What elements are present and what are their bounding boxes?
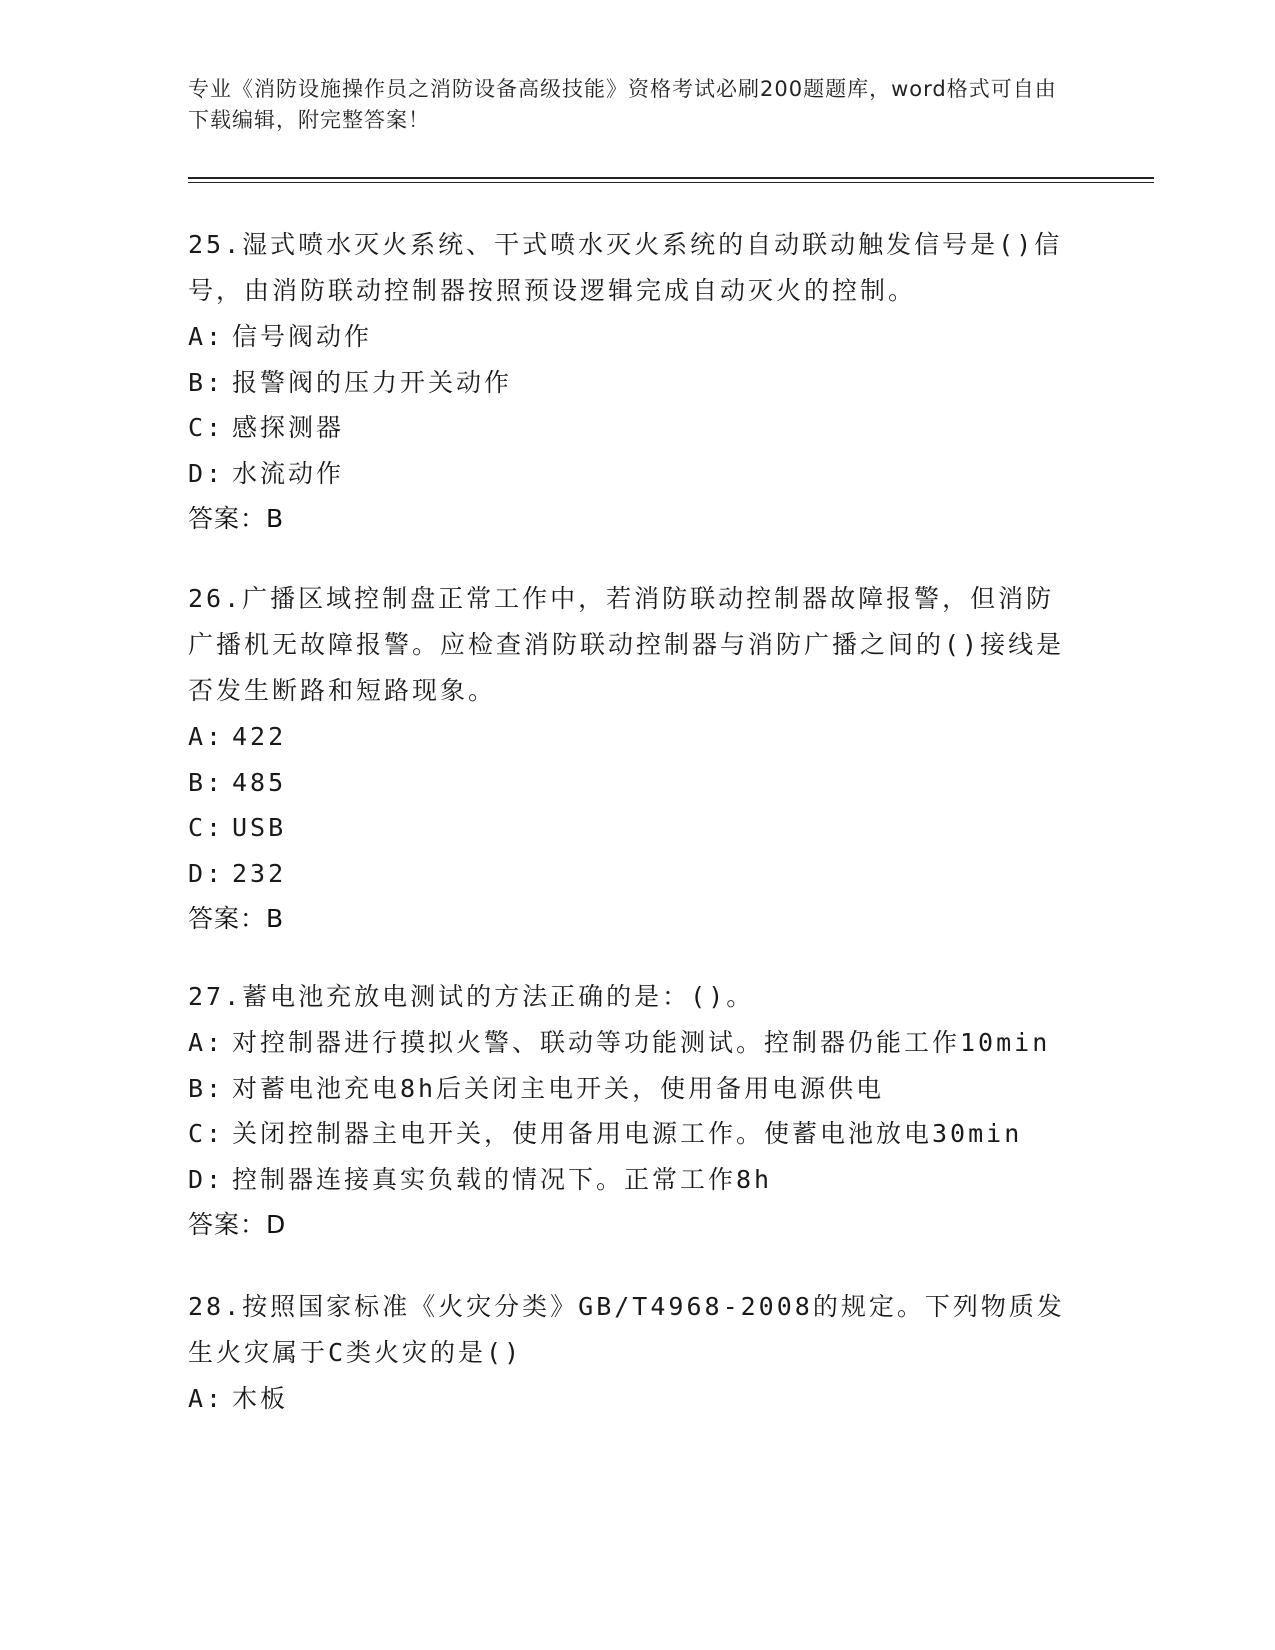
answer-prefix: 答案： [188,504,267,533]
option-text: 控制器连接真实负载的情况下。正常工作8h [232,1164,773,1194]
question-25 [188,222,1068,542]
option-text: 信号阀动作 [232,322,373,351]
answer-line [188,896,1068,942]
option-label: A: [188,1028,225,1057]
header-divider-thin [188,182,1154,183]
option-d [188,451,1068,497]
option-label: C: [188,1119,225,1148]
option-text: 感探测器 [232,413,345,442]
option-label: A: [188,1384,225,1413]
question-stem: 27.蓄电池充放电测试的方法正确的是：()。 [188,982,755,1011]
answer-line [188,1202,1068,1248]
option-label: C: [188,413,225,442]
option-c [188,405,1068,451]
answer-value: D [266,1210,287,1239]
question-28 [188,1284,1068,1422]
answer-value: B [266,904,285,933]
option-label: A: [188,322,225,351]
option-text: USB [232,813,287,842]
option-text: 对蓄电池充电8h后关闭主电开关，使用备用电源供电 [232,1073,885,1103]
option-c [188,805,1068,851]
option-b [188,1066,1068,1112]
option-label: D: [188,858,225,888]
option-b [188,760,1068,806]
option-label: B: [188,1073,225,1103]
option-text: 485 [232,767,287,797]
option-text: 水流动作 [232,458,345,488]
option-text: 422 [232,722,287,751]
option-text: 报警阀的压力开关动作 [232,367,513,397]
header-divider-thick [188,177,1154,179]
question-27 [188,974,1068,1248]
option-a [188,714,1068,760]
question-stem: 25.湿式喷水灭火系统、干式喷水灭火系统的自动联动触发信号是()信号，由消防联动控制器按照预设逻辑完成自动灭火的控制。 [188,230,1063,305]
option-a [188,1376,1068,1422]
option-label: D: [188,1164,225,1194]
option-text: 关闭控制器主电开关，使用备用电源工作。使蓄电池放电30min [232,1119,1023,1148]
option-text: 232 [232,858,287,888]
option-a [188,314,1068,360]
option-label: A: [188,722,225,751]
question-stem: 26.广播区域控制盘正常工作中，若消防联动控制器故障报警，但消防广播机无故障报警。应检查消防联动控制器与消防广播之间的()接线是否发生断路和短路现象。 [188,584,1065,705]
option-label: B: [188,767,225,797]
answer-line [188,496,1068,542]
answer-prefix: 答案： [188,1210,267,1239]
option-text: 对控制器进行摸拟火警、联动等功能测试。控制器仍能工作10min [232,1028,1051,1057]
answer-prefix: 答案： [188,904,267,933]
option-d [188,1157,1068,1203]
option-b [188,360,1068,406]
option-a [188,1020,1068,1066]
option-c [188,1111,1068,1157]
option-d [188,851,1068,897]
option-label: D: [188,458,225,488]
option-text: 木板 [232,1384,289,1413]
document-header: 专业《消防设施操作员之消防设备高级技能》资格考试必刷200题题库，word格式可自由下载编辑，附完整答案！ [188,77,1057,132]
option-label: C: [188,813,225,842]
question-26 [188,576,1068,942]
question-stem: 28.按照国家标准《火灾分类》GB/T4968-2008的规定。下列物质发生火灾属于C类火灾的是() [188,1292,1065,1367]
answer-value: B [266,504,285,533]
option-label: B: [188,367,225,397]
